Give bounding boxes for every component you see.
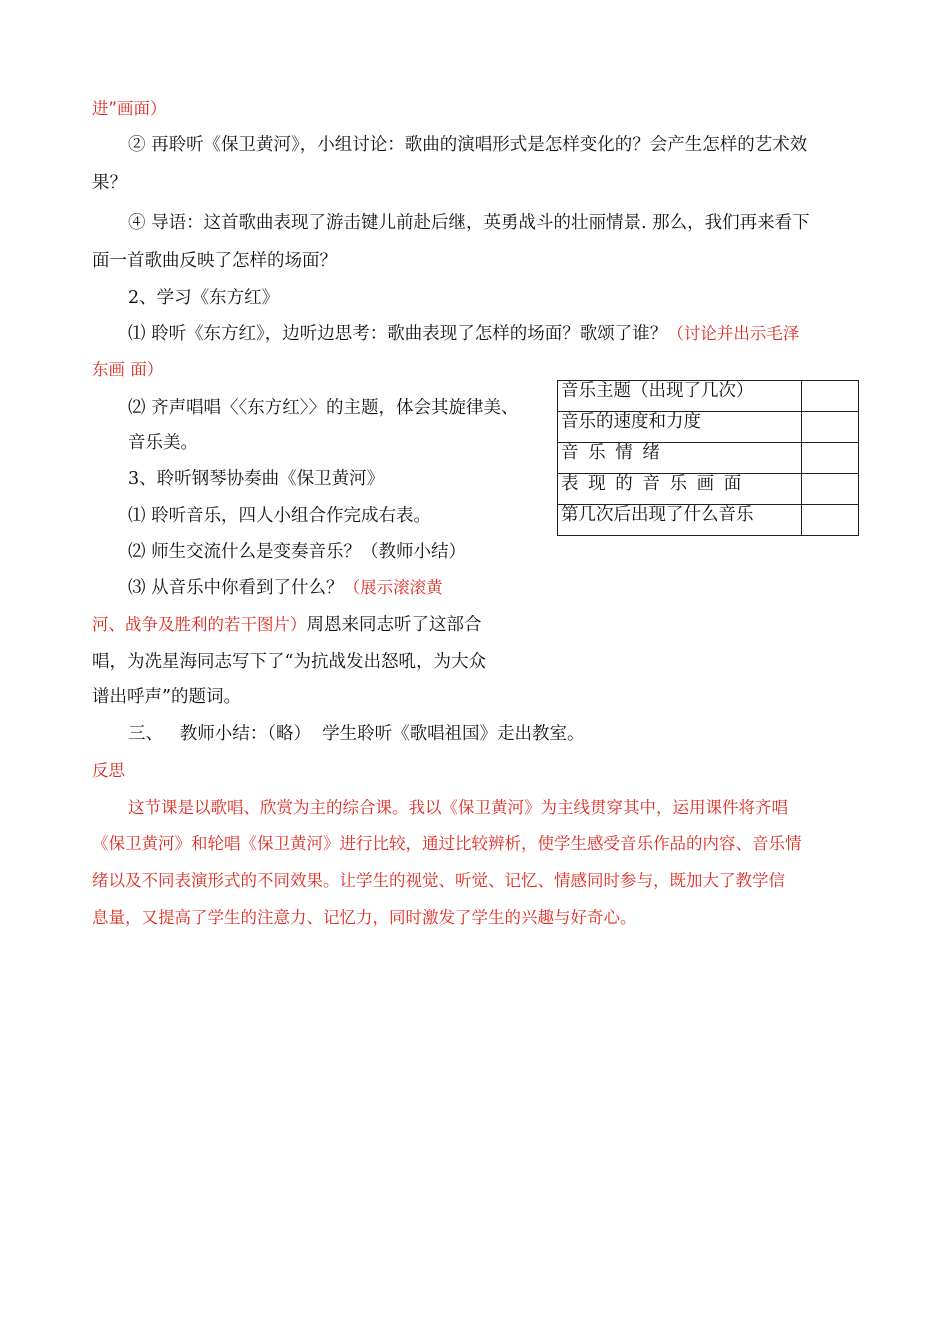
paragraph-line <box>128 576 443 600</box>
paragraph-line: 果？ <box>92 173 127 193</box>
paragraph-line: 唱，为冼星海同志写下了“为抗战发出怒吼，为大众 <box>92 652 486 672</box>
table-cell-answer[interactable] <box>802 474 859 505</box>
table-row <box>558 381 859 412</box>
paragraph-line <box>128 322 799 346</box>
paragraph-line: 音乐美。 <box>128 433 198 453</box>
paragraph-line: ⑵ 师生交流什么是变奏音乐？（教师小结） <box>128 542 467 562</box>
table-cell-answer[interactable] <box>802 443 859 474</box>
teacher-summary: 三、 教师小结：（略） 学生聆听《歌唱祖国》走出教室。 <box>128 724 585 744</box>
paragraph-line: 谱出呼声”的题词。 <box>92 687 241 707</box>
paragraph-line: 面一首歌曲反映了怎样的场面？ <box>92 251 337 271</box>
table-row <box>558 474 859 505</box>
table-cell-label: 表现的音乐画面 <box>558 474 802 505</box>
paragraph-text: ⑶ 从音乐中你看到了什么？ <box>128 578 344 598</box>
table-row <box>558 443 859 474</box>
section-heading: 3、聆听钢琴协奏曲《保卫黄河》 <box>128 469 385 489</box>
reflection-title: 反思 <box>92 761 125 780</box>
annotation-text: （讨论并出示毛泽 <box>667 324 800 343</box>
annotation-text: 东画 面） <box>92 360 164 379</box>
paragraph-line: ⑴ 聆听音乐，四人小组合作完成右表。 <box>128 506 432 526</box>
reflection-line: 这节课是以歌唱、欣赏为主的综合课。我以《保卫黄河》为主线贯穿其中，运用课件将齐唱 <box>128 798 788 817</box>
table-cell-label: 音乐情绪 <box>558 443 802 474</box>
table-cell-answer[interactable] <box>802 505 859 536</box>
paragraph-line: ② 再聆听《保卫黄河》，小组讨论：歌曲的演唱形式是怎样变化的？会产生怎样的艺术效 <box>128 135 808 155</box>
paragraph-text: ⑴ 聆听《东方红》，边听边思考：歌曲表现了怎样的场面？歌颂了谁？ <box>128 324 668 344</box>
table-row <box>558 505 859 536</box>
paragraph-line: ⑵ 齐声唱唱〈〈东方红〉〉的主题，体会其旋律美、 <box>128 398 519 418</box>
section-heading: 2、学习《东方红》 <box>128 288 280 308</box>
paragraph-text: 周恩来同志听了这部合 <box>306 615 482 635</box>
table-cell-label: 音乐主题（出现了几次） <box>558 381 802 412</box>
reflection-line: 《保卫黄河》和轮唱《保卫黄河》进行比较，通过比较辨析，使学生感受音乐作品的内容、音乐情 <box>92 834 802 853</box>
table-cell-label: 音乐的速度和力度 <box>558 412 802 443</box>
paragraph-line: ④ 导语：这首歌曲表现了游击键儿前赴后继，英勇战斗的壮丽情景. 那么，我们再来看下 <box>128 213 810 233</box>
annotation-text: 河、战争及胜利的若干图片） <box>92 615 307 634</box>
paragraph-line <box>92 613 482 637</box>
table-cell-label: 第几次后出现了什么音乐 <box>558 505 802 536</box>
table-cell-answer[interactable] <box>802 381 859 412</box>
reflection-line: 绪以及不同表演形式的不同效果。让学生的视觉、听觉、记忆、情感同时参与，既加大了教学信 <box>92 871 785 890</box>
continued-line: 进”画面） <box>92 99 167 118</box>
music-analysis-table <box>557 380 859 536</box>
annotation-text: （展示滚滚黄 <box>343 578 443 597</box>
reflection-line: 息量，又提高了学生的注意力、记忆力，同时激发了学生的兴趣与好奇心。 <box>92 908 637 927</box>
table-cell-answer[interactable] <box>802 412 859 443</box>
table-row <box>558 412 859 443</box>
